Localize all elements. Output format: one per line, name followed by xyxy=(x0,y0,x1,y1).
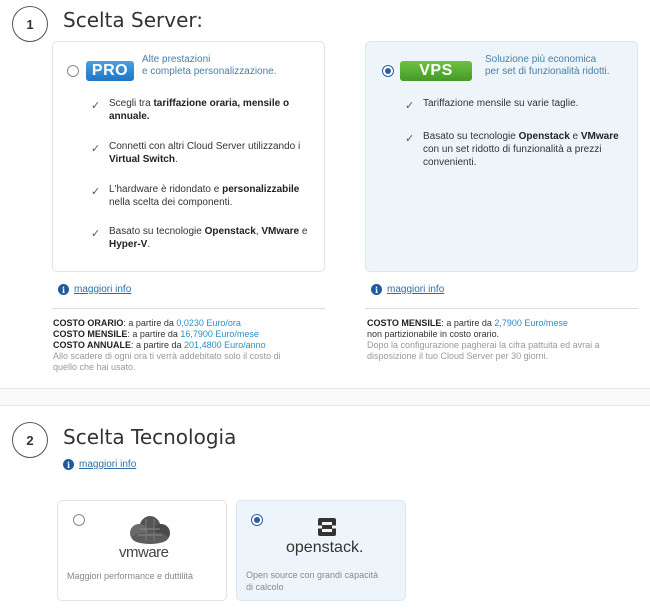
pro-feature-1: ✓ Scegli tra tariffazione oraria, mensile o annuale. xyxy=(91,98,290,122)
vmware-logo: vmware xyxy=(119,544,169,561)
technology-info-link-text[interactable]: maggiori info xyxy=(79,459,137,470)
pro-info-link-text[interactable]: maggiori info xyxy=(74,284,132,295)
pro-feature-3: ✓ L'hardware è ridondato e personalizzabile nella scelta dei componenti. xyxy=(91,184,300,208)
vmware-radio[interactable] xyxy=(73,514,85,526)
vps-tagline: Soluzione più economica per set di funzionalità ridotti. xyxy=(485,54,610,77)
pro-info-link[interactable] xyxy=(58,284,131,295)
vmware-desc: Maggiori performance e duttilità xyxy=(67,571,194,581)
step-number-1: 1 xyxy=(12,6,48,42)
pro-badge: PRO xyxy=(86,61,134,81)
check-icon: ✓ xyxy=(91,228,101,240)
server-card-pro[interactable] xyxy=(52,41,325,272)
check-icon: ✓ xyxy=(91,100,101,112)
check-icon: ✓ xyxy=(405,100,415,112)
divider xyxy=(52,308,325,309)
pro-tagline: Alte prestazioni e completa personalizzazione. xyxy=(142,54,277,77)
page-title-technology: Scelta Tecnologia xyxy=(63,425,237,449)
vps-feature-1: ✓ Tariffazione mensile su varie taglie. xyxy=(405,98,579,112)
info-icon: i xyxy=(63,459,74,470)
vps-info-link[interactable] xyxy=(371,284,444,295)
check-icon: ✓ xyxy=(91,143,101,155)
vmware-cloud-icon xyxy=(126,511,176,545)
vps-prices: COSTO MENSILE: a partire da 2,7900 Euro/mese non partizionabile in costo orario. Dopo la configurazione pagherai la cifra pattuita ed avrai a disposizione il tuo Cloud Server per 30 giorni. xyxy=(367,318,600,361)
check-icon: ✓ xyxy=(405,133,415,145)
openstack-logo-icon xyxy=(317,517,337,537)
tech-card-openstack[interactable] xyxy=(236,500,406,601)
tech-card-vmware[interactable] xyxy=(57,500,227,601)
server-card-vps[interactable] xyxy=(365,41,638,272)
pro-feature-2: ✓ Connetti con altri Cloud Server utilizzando i Virtual Switch. xyxy=(91,141,301,165)
openstack-radio[interactable] xyxy=(251,514,263,526)
vps-radio[interactable] xyxy=(382,65,394,77)
openstack-desc: Open source con grandi capacità di calcolo xyxy=(246,570,379,592)
info-icon: i xyxy=(58,284,69,295)
section-separator xyxy=(0,388,650,406)
technology-info-link[interactable] xyxy=(63,459,136,470)
pro-radio[interactable] xyxy=(67,65,79,77)
step-number-2: 2 xyxy=(12,422,48,458)
vps-feature-2: ✓ Basato su tecnologie Openstack e VMware con un set ridotto di funzionalità a prezzi convenienti. xyxy=(405,131,619,168)
page-title-server: Scelta Server: xyxy=(63,8,203,32)
openstack-logo: openstack. xyxy=(286,539,364,556)
vps-badge: VPS xyxy=(400,61,472,81)
divider xyxy=(365,308,638,309)
info-icon: i xyxy=(371,284,382,295)
vps-info-link-text[interactable]: maggiori info xyxy=(387,284,445,295)
pro-prices: COSTO ORARIO: a partire da 0,0230 Euro/ora COSTO MENSILE: a partire da 16,7900 Euro/mese COSTO ANNUALE: a partire da 201,4800 Euro/anno Allo scadere di ogni ora ti verrà addebitato solo il costo di quello che hai usato. xyxy=(53,318,281,372)
check-icon: ✓ xyxy=(91,186,101,198)
pro-feature-4: ✓ Basato su tecnologie Openstack, VMware e Hyper-V. xyxy=(91,226,308,250)
